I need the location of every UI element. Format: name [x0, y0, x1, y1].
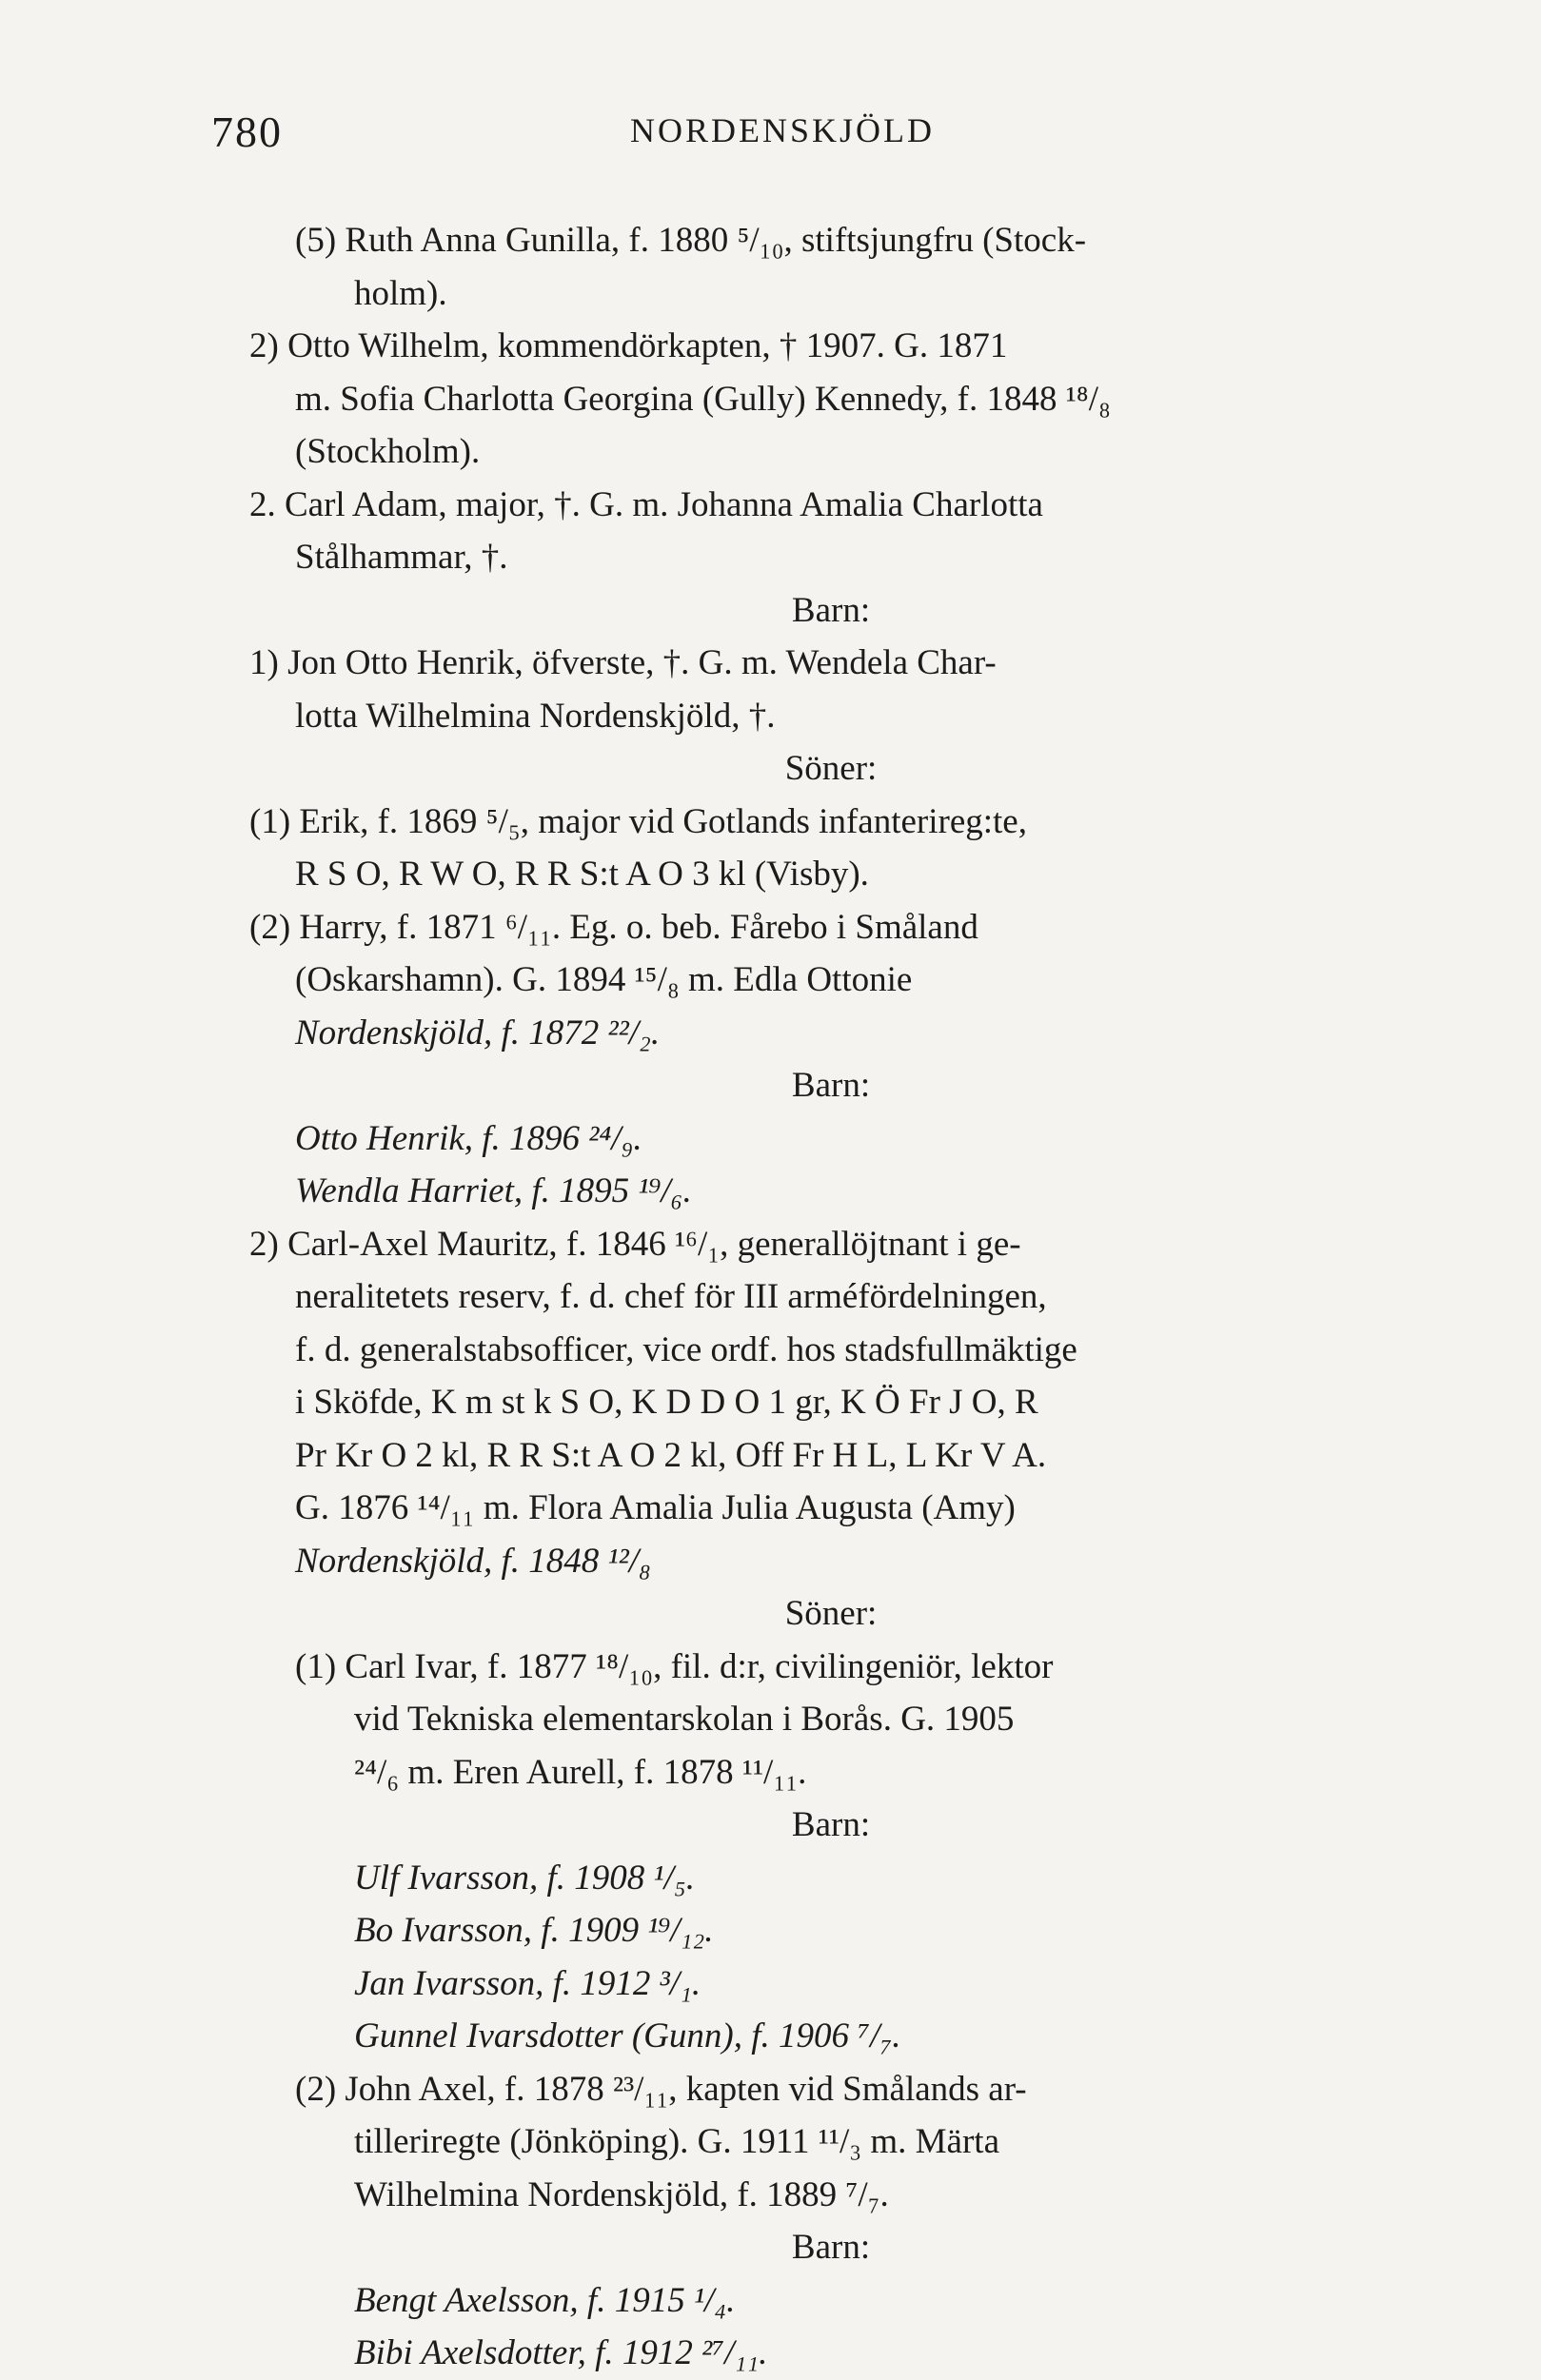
text-line: Nordenskjöld, f. 1848 ¹²/₈ — [295, 1541, 651, 1581]
text-line: (Oskarshamn). G. 1894 ¹⁵/₈ m. Edla Ottonie — [295, 960, 913, 999]
text-line: R S O, R W O, R R S:t A O 3 kl (Visby). — [295, 855, 869, 894]
genealogy-text — [249, 214, 1413, 2380]
text-line: Bibi Axelsdotter, f. 1912 ²⁷/₁₁. — [354, 2333, 768, 2372]
text-line: Wilhelmina Nordenskjöld, f. 1889 ⁷/₇. — [354, 2174, 889, 2214]
page-header — [0, 107, 1541, 164]
text-line: (5) Ruth Anna Gunilla, f. 1880 ⁵/₁₀, stiftsjungfru (Stock- — [295, 221, 1087, 260]
text-line: holm). — [354, 273, 447, 313]
section-heading: Barn: — [791, 1066, 871, 1105]
text-line: lotta Wilhelmina Nordenskjöld, †. — [295, 696, 776, 736]
section-heading: Barn: — [791, 2228, 871, 2267]
text-line: (2) Harry, f. 1871 ⁶/₁₁. Eg. o. beb. Fårebo i Småland — [249, 907, 978, 947]
text-line: Gunnel Ivarsdotter (Gunn), f. 1906 ⁷/₇. — [354, 2016, 901, 2055]
text-line: Nordenskjöld, f. 1872 ²²/₂. — [295, 1013, 661, 1052]
text-line: 2. Carl Adam, major, †. G. m. Johanna Amalia Charlotta — [249, 484, 1043, 524]
text-line: tilleriregte (Jönköping). G. 1911 ¹¹/₃ m. Märta — [354, 2122, 999, 2161]
text-line: 1) Jon Otto Henrik, öfverste, †. G. m. Wendela Char- — [249, 643, 997, 682]
text-line: Bo Ivarsson, f. 1909 ¹⁹/₁₂. — [354, 1911, 714, 1950]
text-line: f. d. generalstabsofficer, vice ordf. hos stadsfullmäktige — [295, 1329, 1077, 1369]
text-line: (2) John Axel, f. 1878 ²³/₁₁, kapten vid Smålands ar- — [295, 2069, 1027, 2109]
text-line: Ulf Ivarsson, f. 1908 ¹/₅. — [354, 1858, 695, 1898]
text-line: neralitetets reserv, f. d. chef för III arméfördelningen, — [295, 1277, 1047, 1316]
text-line: (Stockholm). — [295, 432, 481, 471]
text-line: m. Sofia Charlotta Georgina (Gully) Kennedy, f. 1848 ¹⁸/₈ — [295, 379, 1111, 419]
text-line: G. 1876 ¹⁴/₁₁ m. Flora Amalia Julia Augusta (Amy) — [295, 1488, 1016, 1527]
section-heading: Barn: — [791, 590, 871, 630]
text-line: Jan Ivarsson, f. 1912 ³/₁. — [354, 1963, 701, 2003]
section-heading: Söner: — [784, 749, 878, 788]
text-line: i Sköfde, K m st k S O, K D D O 1 gr, K Ö Fr J O, R — [295, 1383, 1038, 1422]
text-line: Stålhammar, †. — [295, 538, 508, 577]
page-number: 780 — [211, 108, 283, 156]
text-line: (1) Carl Ivar, f. 1877 ¹⁸/₁₀, fil. d:r, civilingeniör, lektor — [295, 1646, 1054, 1686]
text-line: vid Tekniska elementarskolan i Borås. G. 1905 — [354, 1700, 1015, 1739]
text-line: 2) Otto Wilhelm, kommendörkapten, † 1907. G. 1871 — [249, 326, 1008, 365]
text-line: (1) Erik, f. 1869 ⁵/₅, major vid Gotlands infanterireg:te, — [249, 801, 1027, 841]
running-head: NORDENSKJÖLD — [630, 111, 936, 149]
section-heading: Söner: — [784, 1594, 878, 1633]
text-line: Bengt Axelsson, f. 1915 ¹/₄. — [354, 2280, 736, 2320]
text-line: Otto Henrik, f. 1896 ²⁴/₉. — [295, 1118, 642, 1158]
text-line: Wendla Harriet, f. 1895 ¹⁹/₆. — [295, 1171, 692, 1210]
text-line: 2) Carl-Axel Mauritz, f. 1846 ¹⁶/₁, generallöjtnant i ge- — [249, 1224, 1021, 1264]
text-line: ²⁴/₆ m. Eren Aurell, f. 1878 ¹¹/₁₁. — [354, 1752, 807, 1792]
text-line: Pr Kr O 2 kl, R R S:t A O 2 kl, Off Fr H L, L Kr V A. — [295, 1435, 1047, 1475]
section-heading: Barn: — [791, 1805, 871, 1844]
